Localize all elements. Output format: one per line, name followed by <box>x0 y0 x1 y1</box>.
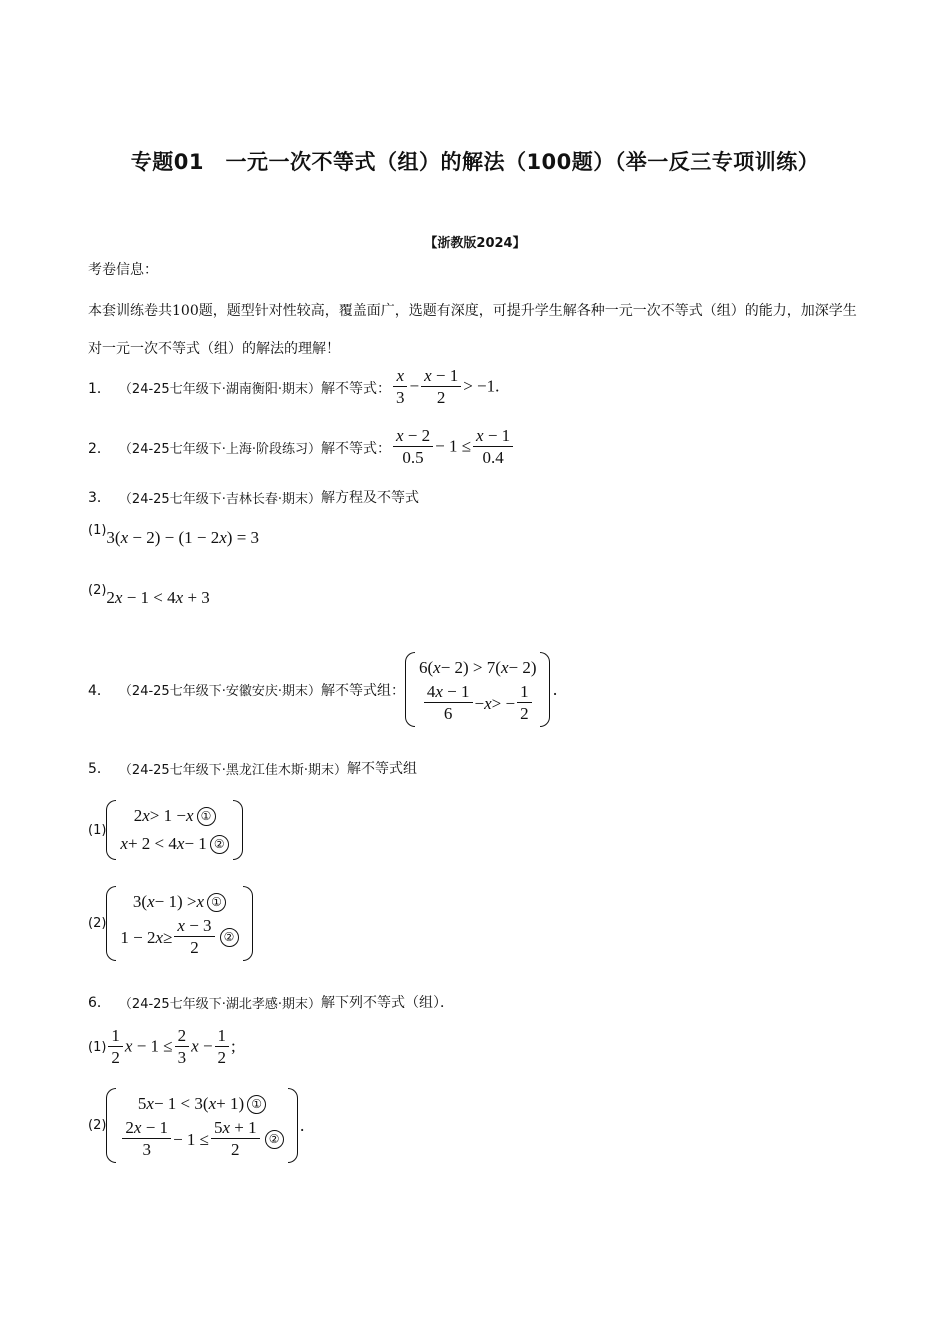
inequality-system: 6( x − 2) > 7( x − 2) $\frac{4x - 1}{6}$ − x > − $\frac{1}{2}$ <box>405 652 551 727</box>
circled-one: ① <box>197 807 216 826</box>
sub-label: (2) <box>88 1118 107 1133</box>
question-prompt: 解不等式： <box>320 440 391 457</box>
formula: $\frac{x}{3}$ − $\frac{x - 1}{2}$ > −1. <box>391 366 499 409</box>
question-prompt: 解不等式组： <box>320 682 405 699</box>
question-number: 6． <box>88 995 111 1011</box>
sub-label: (2) <box>88 916 107 931</box>
question-6-part-1 <box>88 1026 236 1069</box>
question-3-part-2 <box>88 582 210 608</box>
question-6-part-2: (2) 5 x − 1 < 3( x + 1) ① $\frac{2x - 1}{3}$ − 1 ≤ $\frac{5x + 1}{2}$ ② . <box>88 1088 305 1163</box>
circled-one: ① <box>207 893 226 912</box>
question-prompt: 解方程及不等式 <box>320 490 419 506</box>
question-1 <box>88 366 499 409</box>
question-4: 4． （24-25七年级下·安徽安庆·期末） 解不等式组： 6( x − 2) > 7( x − 2) $\frac{4x - 1}{6}$ − x > − $\frac{1}{2}$ . <box>88 652 558 727</box>
question-number: 4． <box>88 682 111 699</box>
question-3-part-1 <box>88 522 260 548</box>
info-label: 考卷信息： <box>88 262 158 278</box>
question-6 <box>88 992 454 1012</box>
question-2 <box>88 426 515 469</box>
question-3 <box>88 487 419 507</box>
circled-two: ② <box>210 835 229 854</box>
question-number: 1． <box>88 380 111 397</box>
inequality-system: 5 x − 1 < 3( x + 1) ① $\frac{2x - 1}{3}$ − 1 ≤ $\frac{5x + 1}{2}$ ② <box>106 1088 297 1163</box>
question-number: 2． <box>88 440 111 457</box>
page-title: 专题01 一元一次不等式（组）的解法（100题）（举一反三专项训练） <box>130 150 820 174</box>
question-source: （24-25七年级下·黑龙江佳木斯·期末） <box>118 762 347 778</box>
question-source: （24-25七年级下·吉林长春·期末） <box>118 491 321 507</box>
question-number: 5． <box>88 761 111 777</box>
question-5 <box>88 758 417 778</box>
question-number: 3． <box>88 490 111 506</box>
sub-label: (1) <box>88 522 107 538</box>
circled-two: ② <box>265 1130 284 1149</box>
edition-label: 【浙教版2024】 <box>424 236 526 251</box>
circled-one: ① <box>247 1095 266 1114</box>
question-source: （24-25七年级下·上海·阶段练习） <box>118 442 321 457</box>
description: 本套训练卷共100题，题型针对性较高，覆盖面广，选题有深度，可提升学生解各种一元一次不等式（组）的能力，加深学生对一元一次不等式（组）的解法的理解！ <box>88 303 857 357</box>
inequality-system: 2 x > 1 − x ① x + 2 < 4 x − 1 ② <box>106 800 242 860</box>
question-source: （24-25七年级下·安徽安庆·期末） <box>118 684 321 699</box>
formula: $\frac{x - 2}{0.5}$ − 1 ≤ $\frac{x - 1}{0.4}$ <box>391 426 515 469</box>
question-source: （24-25七年级下·湖南衡阳·期末） <box>118 382 321 397</box>
sub-label: (2) <box>88 582 107 598</box>
inequality-system: 3( x − 1) > x ① 1 − 2 x ≥ $\frac{x - 3}{2}$ ② <box>106 886 252 961</box>
sub-label: (1) <box>88 1040 107 1055</box>
question-5-part-2 <box>88 886 253 961</box>
sub-label: (1) <box>88 822 107 838</box>
question-5-part-1 <box>88 800 243 860</box>
formula: 2x − 1 < 4x + 3 <box>106 588 210 607</box>
question-source: （24-25七年级下·湖北孝感·期末） <box>118 996 321 1012</box>
question-prompt: 解下列不等式（组）． <box>320 995 454 1011</box>
circled-two: ② <box>220 928 239 947</box>
formula: 3(x − 2) − (1 − 2x) = 3 <box>106 528 260 547</box>
formula: $\frac{1}{2}$ x − 1 ≤ $\frac{2}{3}$ x − $\frac{1}{2}$ ; <box>106 1026 235 1069</box>
question-prompt: 解不等式： <box>320 380 391 397</box>
question-prompt: 解不等式组 <box>346 761 417 777</box>
